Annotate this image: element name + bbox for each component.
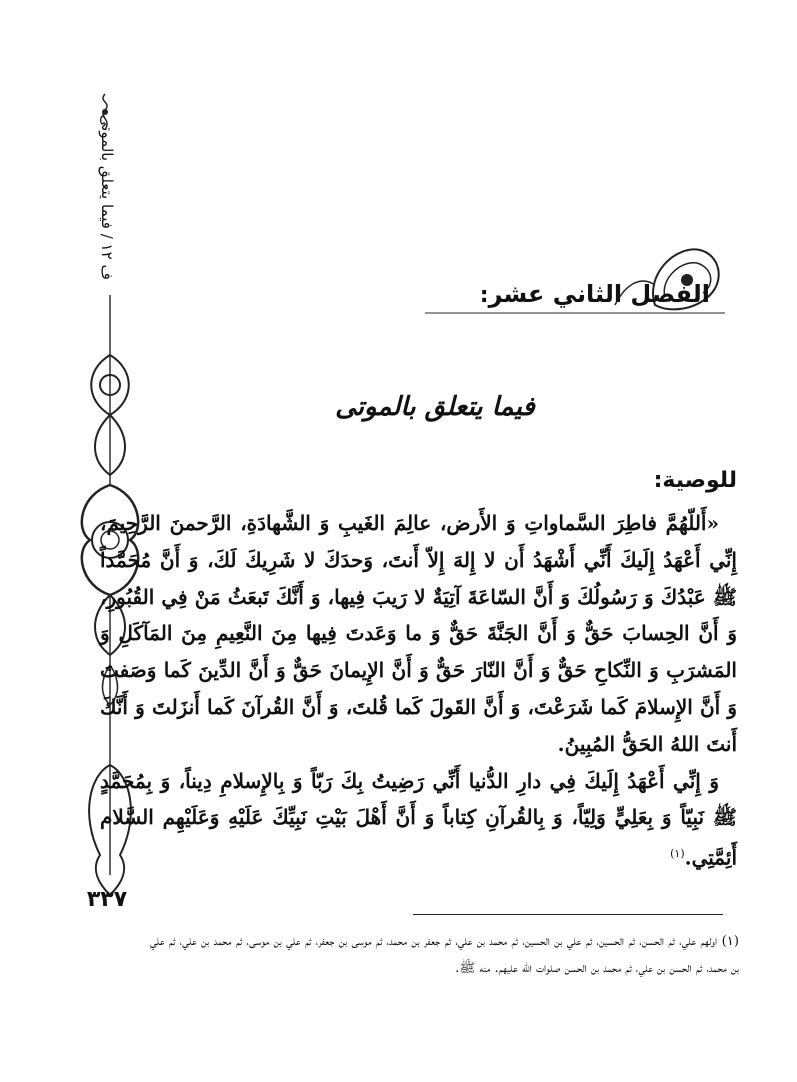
page-number: ٣٣٧ xyxy=(86,887,128,912)
page-title: فيما يتعلق بالموتى xyxy=(335,392,535,422)
margin-ornament-column xyxy=(0,0,128,1082)
section-label: للوصية: xyxy=(653,468,737,493)
chapter-heading-colon: : xyxy=(479,283,489,308)
paragraph-2-text: وَ إِنِّي أَعْهَدُ إِلَيكَ فِي دارِ الدُّنيا أَنِّي رَضِيتُ بِكَ رَبّاً وَ بِالإِسلامِ دِيناً، وَ بِمُحَمَّدٍ ﷺ نَبِيّاً وَ بِعَلِيٍّ وَلِيّاً، وَ بِالقُرآنِ كِتاباً وَ أَنَّ أَهْلَ بَيْتِ نَبِيِّكَ عَلَيْهِ وَعَلَيْهِم السَّلام أَئِمَّتِي. xyxy=(100,768,737,870)
footnote-marker: (١) xyxy=(670,847,685,861)
footnote: (١) اولهم علي، ثم الحسن، ثم الحسين، ثم علي بن الحسين، ثم محمد بن علي، ثم جعفر بن محمد، ثم موسى بن جعفر، ثم علي بن موسى، ثم محمد بن علي، ثم علي بن محمد، ثم الحسن بن علي، ثم محمد بن الحسن صلوات الله عليهم. منه ﷺ. xyxy=(150,934,739,976)
paragraph-1: «أَللّهُمَّ فاطِرَ السَّماواتِ وَ الأَرض، عالِمَ الغَيبِ وَ الشَّهادَةِ، الرَّحمنَ الرَّحِيمَ، إِنِّي أَعْهَدُ إِلَيكَ أَنِّي أَشْهَدُ أَن لا إِلهَ إِلاّ أَنتَ، وَحدَكَ لا شَرِيكَ لَكَ، وَ أَنَّ مُحَمَّداً ﷺ عَبْدُكَ وَ رَسُولُكَ وَ أَنَّ السّاعَةَ آتِيَةٌ لا رَيبَ فِيها، وَ أَنَّكَ تَبعَثُ مَنْ فِي القُبُورِ، وَ أَنَّ الحِسابَ حَقٌّ وَ أَنَّ الجَنَّةَ حَقٌّ وَ ما وَعَدتَ فِيها مِنَ النَّعِيمِ مِنَ المَآكَلِ وَ المَشرَبِ وَ النِّكاحِ حَقٌّ وَ أَنَّ النّارَ حَقٌّ وَ أَنَّ الإِيمانَ حَقٌّ وَ أَنَّ الدِّينَ كَما وَصَفتَ وَ أَنَّ الإِسلامَ كَما شَرَعْتَ، وَ أَنَّ القَولَ كَما قُلتَ، وَ أَنَّ القُرآنَ كَما أَنزَلتَ وَ أَنَّكَ أَنتَ اللهُ الحَقُّ المُبِينُ. xyxy=(100,511,737,756)
body-text xyxy=(100,505,737,877)
chapter-heading-text: الفصل الثاني عشر xyxy=(488,280,710,308)
chapter-heading xyxy=(420,280,710,316)
paragraph-2 xyxy=(100,763,737,877)
running-head: ف ١٢ / فيما يتعلق بالموتى xyxy=(98,114,116,280)
footnote-divider xyxy=(413,914,723,915)
